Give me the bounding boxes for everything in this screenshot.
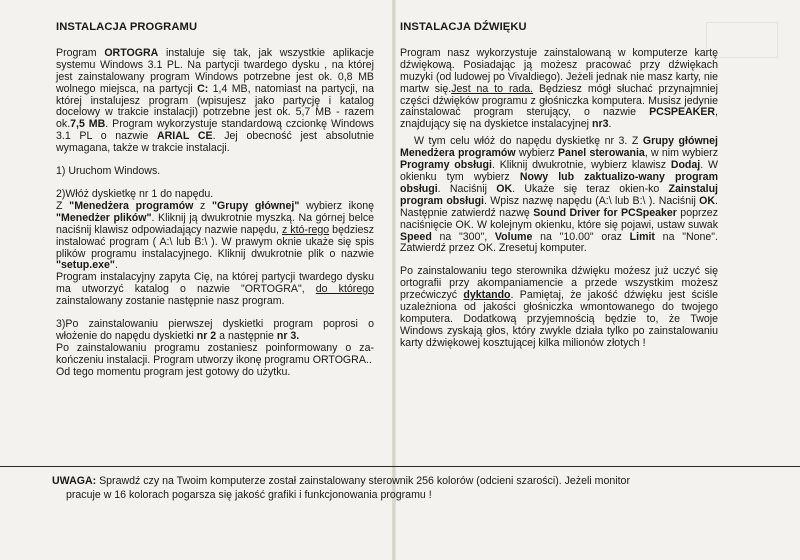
- step-3-ready: Od tego momentu program jest gotowy do użytku.: [56, 365, 291, 378]
- warning-note: [52, 474, 742, 502]
- left-title: INSTALACJA PROGRAMU: [56, 21, 198, 33]
- step-2-continued: Program instalacyjny zapyta Cię, na której partycji twardego dysku ma utworzyć katalog o nazwie "ORTOGRA", do którego zainstalowany zostanie następnie nasz program.: [56, 271, 374, 308]
- warning-line-2: pracuje w 16 kolorach pogarsza się jakość grafiki i funkcjonowania programu !: [66, 489, 432, 501]
- warning-line-1: UWAGA: Sprawdź czy na Twoim komputerze został zainstalowany sterownik 256 kolorów (odcieni szarości). Jeżeli monitor: [52, 475, 630, 487]
- step-2-heading: 2)Włóż dyskietkę nr 1 do napędu.: [56, 187, 214, 200]
- left-column: [56, 22, 374, 379]
- right-column: [400, 22, 718, 350]
- step-3-paragraph: 3)Po zainstalowaniu pierwszej dyskietki program poprosi o włożenie do napędu dyskietki nr 2 a następnie nr 3.: [56, 318, 374, 342]
- intro-paragraph: Program ORTOGRA instaluje się tak, jak wszystkie aplikacje systemu Windows 3.1 PL. Na partycji twardego dysku , na której jest zainstalowany program Windows potrzebne jest ok. 0,8 MB wolnego miejsca, na partycji C: 1,4 MB, natomiast na partycji, na której instalujesz program (wpisujesz jako partycję i katalog docelowy w trakcie instalacji) potrzebne jest ok. 5,7 MB - razem ok.7,5 MB. Program wykorzystuje standardową czcionkę Windows 3.1 PL o nazwie ARIAL CE. Jej obecność jest absolutnie wymagana, także w trakcie instalacji.: [56, 46, 374, 155]
- footer-divider: [0, 466, 800, 467]
- step-2-paragraph: Z "Menedżera programów z "Grupy głównej" wybierz ikonę "Menedżer plików". Kliknij ją dwukrotnie myszką. Na górnej belce naciśnij klawisz odpowiadający nazwie napędu, z któ-rego będziesz instalować program ( A:\ lub B:\ ). W prawym oknie ukaże się spis plików programu instalacyjnego. Kliknij dwukrotnie plik o nazwie "setup.exe".: [56, 199, 375, 272]
- step-1: 1) Uruchom Windows.: [56, 165, 161, 178]
- sound-after-paragraph: Po zainstalowaniu tego sterownika dźwięku możesz już uczyć się ortografii przy akompaniamencie a przede wszystkim możesz przećwiczyć dyktando. Pamiętaj, że jakość dźwięku jest ściśle uzależniona od jakości głośniczka wmontowanego do twojego komputera. Dodatkową przyjemnością będzie to, że Twoje Windows zyskają głos, który zwykle działa tylko po zainstalowaniu karty dźwiękowej kosztującej kilka milionów złotych !: [400, 265, 718, 349]
- right-title: INSTALACJA DŹWIĘKU: [400, 21, 527, 33]
- step-3-completion: Po zainstalowaniu programu zostaniesz poinformowany o za-kończeniu instalacji. Program utworzy ikonę programu ORTOGRA..: [56, 341, 374, 366]
- sound-steps-paragraph: W tym celu włóż do napędu dyskietkę nr 3. Z Grupy głównej Menedżera programów wybierz Panel sterowania, w nim wybierz Programy obsługi. Kliknij dwukrotnie, wybierz klawisz Dodaj. W okienku tym wybierz Nowy lub zaktualizo-wany program obsługi. Naciśnij OK. Ukaże się teraz okien-ko Zainstaluj program obsługi. Wpisz nazwę napędu (A:\ lub B:\ ). Naciśnij OK. Następnie zatwierdź nazwę Sound Driver for PCSpeaker poprzez naciśnięcie OK. W kolejnym okienku, które się pojawi, ustaw suwak Speed na "300", Volume na "10.00" oraz Limit na "None". Zatwierdź przez OK. Zresetuj komputer.: [400, 135, 719, 255]
- sound-intro-paragraph: Program nasz wykorzystuje zainstalowaną w komputerze kartę dźwiękową. Posiadając ją możesz pracować przy dźwiękach muzyki (od ludowej po Vivaldiego). Jeżeli jednak nie masz karty, nie martw się.Jest na to rada. Będziesz mógł słuchać przynajmniej części dźwięków programu z głośniczka komputera. Musisz jedynie zainstalować program sterujący, o nazwie PCSPEAKER, znajdujący się na dyskietce instalacyjnej nr3.: [400, 46, 718, 131]
